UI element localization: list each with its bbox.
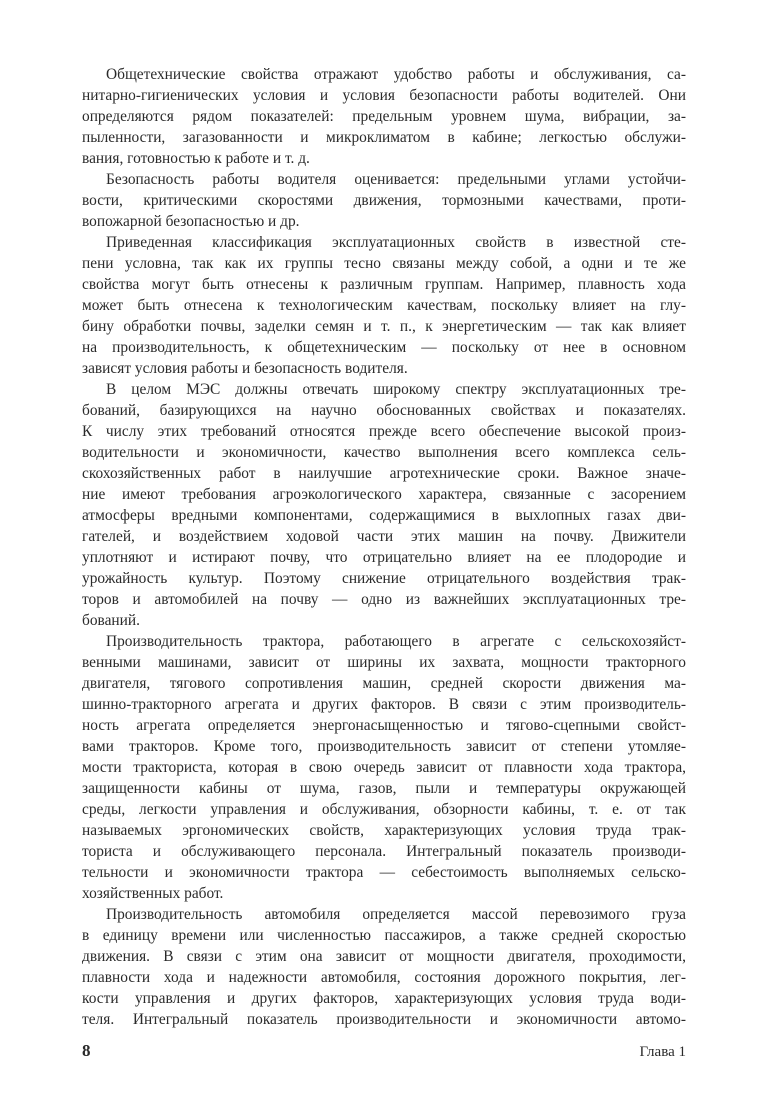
text-line: пени условна, так как их группы тесно связаны между собой, а одни и те же (82, 255, 686, 272)
text-line: вопожарной безопасностью и др. (82, 213, 300, 230)
text-line: двигателя, тягового сопротивления машин, средней скорости движения ма- (82, 675, 686, 692)
text-line: торов и автомобилей на почву — одно из важнейших эксплуатационных тре- (82, 591, 686, 608)
page-footer (82, 1040, 686, 1066)
text-line: защищенности кабины от шума, газов, пыли и температуры окружающей (82, 780, 686, 797)
text-line: на производительность, к общетехническим — поскольку от нее в основном (82, 339, 686, 356)
text-line: определяются рядом показателей: предельным уровнем шума, вибрации, за- (82, 108, 686, 125)
text-line: ность агрегата определяется энергонасыщенностью и тягово-сцепными свойст- (82, 717, 686, 734)
body-text (82, 64, 686, 1030)
text-line: водительности и экономичности, качество выполнения всего комплекса сель- (82, 444, 686, 461)
text-line: мости тракториста, которая в свою очередь зависит от плавности хода трактора, (82, 759, 686, 776)
text-line: шинно-тракторного агрегата и других факторов. В связи с этим производитель- (82, 696, 686, 713)
text-line: бований, базирующихся на научно обоснованных свойствах и показателях. (82, 402, 686, 419)
text-line: Приведенная классификация эксплуатационных свойств в известной сте- (106, 234, 686, 251)
paragraph (82, 232, 686, 379)
text-line: вости, критическими скоростями движения, тормозными качествами, проти- (82, 192, 686, 209)
text-line: хозяйственных работ. (82, 885, 224, 902)
text-line: тельности и экономичности трактора — себестоимость выполняемых сельско- (82, 864, 686, 881)
text-line: Безопасность работы водителя оценивается: предельными углами устойчи- (106, 171, 686, 188)
paragraph (82, 379, 686, 631)
chapter-label: Глава 1 (639, 1044, 686, 1060)
text-line: Общетехнические свойства отражают удобство работы и обслуживания, са- (106, 66, 686, 83)
text-line: плавности хода и надежности автомобиля, состояния дорожного покрытия, лег- (82, 969, 686, 986)
text-line: в единицу времени или численностью пассажиров, а также средней скоростью (82, 927, 686, 944)
text-line: скохозяйственных работ в наилучшие агротехнические сроки. Важное значе- (82, 465, 686, 482)
text-line: уплотняют и истирают почву, что отрицательно влияет на ее плодородие и (82, 549, 686, 566)
text-line: может быть отнесена к технологическим качествам, поскольку влияет на глу- (82, 297, 686, 314)
text-line: урожайность культур. Поэтому снижение отрицательного воздействия трак- (82, 570, 686, 587)
text-line: Производительность автомобиля определяется массой перевозимого груза (106, 906, 686, 923)
paragraph (82, 631, 686, 904)
text-line: движения. В связи с этим она зависит от мощности двигателя, проходимости, (82, 948, 686, 965)
text-line: теля. Интегральный показатель производительности и экономичности автомо- (82, 1011, 686, 1028)
text-line: нитарно-гигиенических условия и условия безопасности работы водителей. Они (82, 87, 686, 104)
text-line: зависят условия работы и безопасность водителя. (82, 360, 408, 377)
text-line: вами тракторов. Кроме того, производительность зависит от степени утомляе- (82, 738, 686, 755)
text-line: ториста и обслуживающего персонала. Интегральный показатель производи- (82, 843, 686, 860)
text-line: вания, готовностью к работе и т. д. (82, 150, 310, 167)
text-line: пыленности, загазованности и микроклиматом в кабине; легкостью обслужи- (82, 129, 686, 146)
text-line: бину обработки почвы, заделки семян и т. п., к энергетическим — так как влияет (82, 318, 686, 335)
text-line: Производительность трактора, работающего в агрегате с сельскохозяйст- (106, 633, 686, 650)
text-line: К числу этих требований относятся прежде всего обеспечение высокой произ- (82, 423, 686, 440)
text-line: ние имеют требования агроэкологического характера, связанные с засорением (82, 486, 686, 503)
text-line: кости управления и других факторов, характеризующих условия труда води- (82, 990, 686, 1007)
text-line: бований. (82, 612, 140, 629)
text-line: называемых эргономических свойств, характеризующих условия труда трак- (82, 822, 686, 839)
page-number: 8 (82, 1041, 91, 1060)
text-line: В целом МЭС должны отвечать широкому спектру эксплуатационных тре- (106, 381, 686, 398)
text-line: венными машинами, зависит от ширины их захвата, мощности тракторного (82, 654, 686, 671)
text-line: гателей, и воздействием ходовой части этих машин на почву. Движители (82, 528, 686, 545)
text-line: атмосферы вредными компонентами, содержащимися в выхлопных газах дви- (82, 507, 686, 524)
text-line: среды, легкости управления и обслуживания, обзорности кабины, т. е. от так (82, 801, 686, 818)
paragraph (82, 64, 686, 169)
paragraph (82, 904, 686, 1030)
text-line: свойства могут быть отнесены к различным группам. Например, плавность хода (82, 276, 686, 293)
paragraph (82, 169, 686, 232)
